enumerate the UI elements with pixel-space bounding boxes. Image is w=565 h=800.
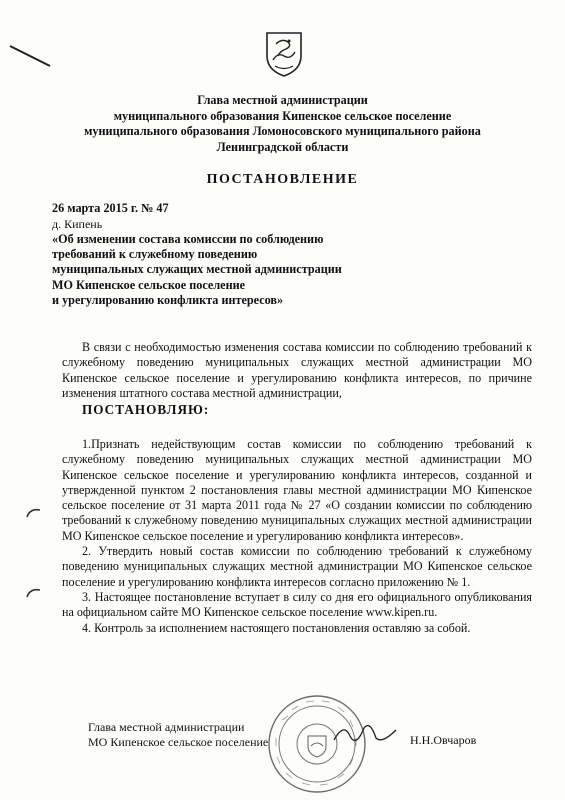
decree-heading: ПОСТАНОВЛЯЮ:: [82, 402, 210, 417]
header-line-4: Ленинградской области: [216, 139, 349, 154]
date-number: 26 марта 2015 г. № 47: [52, 201, 169, 215]
signatory-title: [88, 720, 268, 750]
subject-line: МО Кипенское сельское поселение: [52, 277, 246, 292]
signatory-title-line-2: МО Кипенское сельское поселение: [88, 735, 269, 749]
punch-mark-2: [24, 585, 44, 601]
decree-item: 1.Признать недействующим состав комиссии по соблюдению требований к служебному поведению муниципальных служащих местной администрации МО Кипенское сельское поселение и урегулированию конфликта интересов, созданной и утвержденной пунктом 2 постановления главы местной администрации МО Кипенское сельское поселение от 31 марта 2011 года № 27 «О создании комиссии по соблюдению требований к служебному поведению муниципальных служащих местной администрации МО Кипенское сельское поселение и урегулированию конфликта интересов».: [62, 437, 532, 543]
subject-line: «Об изменении состава комиссии по соблюдению: [52, 232, 324, 246]
place: д. Кипень: [52, 217, 103, 231]
scan-mark: [6, 40, 56, 70]
decree-item: 3. Настоящее постановление вступает в силу со дня его официального опубликования на официальном сайте МО Кипенское сельское поселение www.kipen.ru.: [62, 589, 532, 620]
punch-mark: [24, 505, 44, 521]
signatory-name: Н.Н.Овчаров: [410, 733, 477, 747]
subject-line: муниципальных служащих местной администрации: [52, 262, 342, 277]
document-title: ПОСТАНОВЛЕНИЕ: [206, 172, 359, 187]
preamble-paragraph: В связи с необходимостью изменения состава комиссии по соблюдению требований к служебному поведению муниципальных служащих местной администрации МО Кипенское сельское поселение и урегулированию конфликта интересов, по причине изменения штатного состава местной администрации,: [62, 340, 532, 400]
issuer-header: [0, 93, 565, 155]
header-line-3: муниципального образования Ломоносовского муниципального района: [84, 124, 481, 138]
handwritten-signature: [330, 718, 400, 748]
decree-item: 2. Утвердить новый состав комиссии по соблюдению требований к служебному поведению муниципальных служащих местной администрации МО Кипенское сельское поселение и урегулированию конфликта интересов согласно приложению № 1.: [62, 544, 532, 589]
subject-block: [52, 232, 392, 308]
signatory-title-line-1: Глава местной администрации: [88, 720, 245, 734]
decree-item: 4. Контроль за исполнением настоящего постановления оставляю за собой.: [82, 620, 471, 635]
coat-of-arms-icon: [264, 30, 304, 78]
decree-items: [62, 437, 532, 636]
subject-line: и урегулированию конфликта интересов»: [52, 292, 284, 307]
header-line-2: муниципального образования Кипенское сельское поселение: [113, 108, 452, 123]
subject-line: требований к служебному поведению: [52, 247, 258, 262]
header-line-1: Глава местной администрации: [197, 93, 368, 107]
